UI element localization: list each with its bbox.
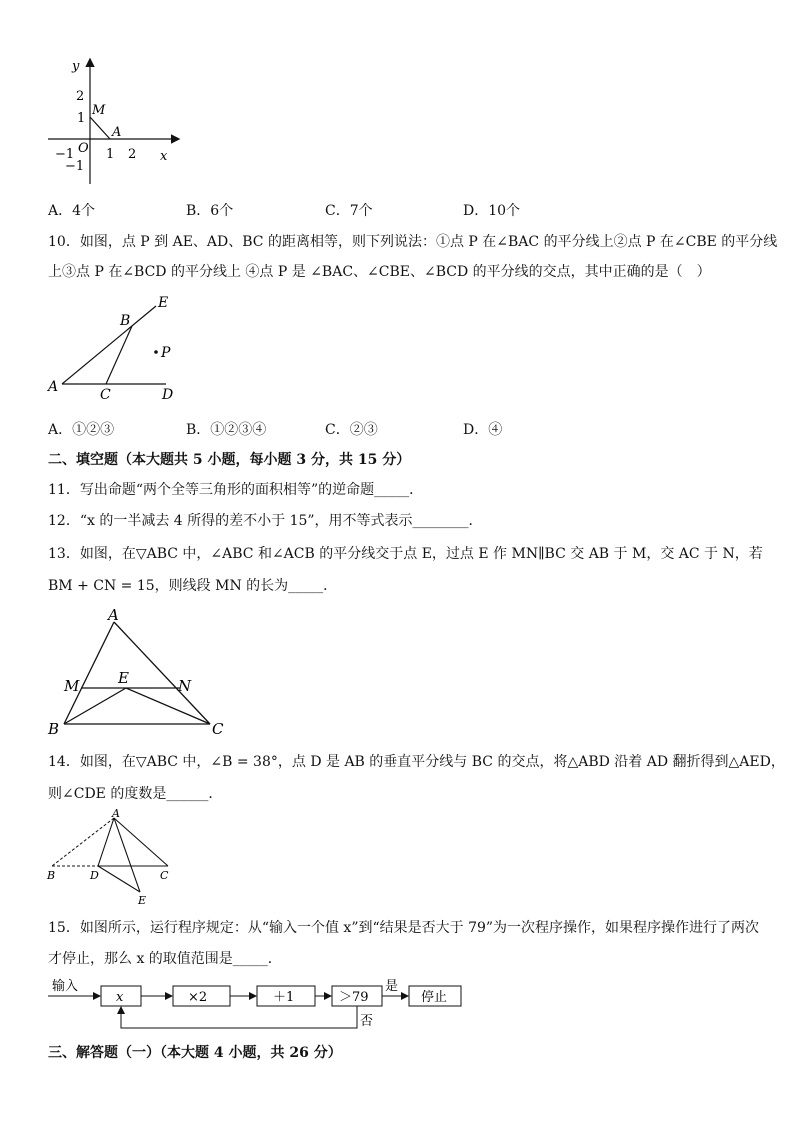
flow-box-stop-text: 停止 (421, 990, 448, 1005)
label-b: B (120, 313, 131, 329)
flow-loop-back (121, 1006, 357, 1028)
q13-figure (44, 604, 244, 738)
q14-stem-line2: 则∠CDE 的度数是______． (48, 786, 223, 802)
line-ae (62, 306, 156, 384)
q9-option-b[interactable]: B．6个 (186, 203, 234, 219)
y-tick-neg1: −1 (65, 159, 85, 174)
point-a-label: A (112, 125, 122, 140)
q9-coordinate-figure (40, 52, 190, 192)
q12-text: 12．“x 的一半减去 4 所得的差不小于 15”，用不等式表示________． (48, 513, 483, 529)
label-c: C (160, 869, 169, 882)
q9-option-c[interactable]: C．7个 (325, 203, 373, 219)
y-axis-label: y (72, 59, 80, 74)
label-d: D (162, 387, 174, 403)
x-tick-1: 1 (106, 147, 115, 162)
y-tick-1: 1 (77, 111, 86, 126)
segment-ma (90, 117, 110, 139)
q11-text: 11．写出命题“两个全等三角形的面积相等”的逆命题_____． (48, 482, 424, 498)
label-c: C (212, 720, 224, 738)
label-e: E (158, 295, 169, 311)
q10-option-b[interactable]: B．①②③④ (186, 422, 267, 438)
point-m-label: M (92, 103, 106, 118)
segment-ad (98, 818, 114, 866)
label-m: M (64, 677, 80, 695)
x-tick-2: 2 (128, 147, 137, 162)
section3-title: 三、解答题（一）（本大题 4 小题，共 26 分） (48, 1045, 342, 1061)
flow-box-x-text: x (116, 990, 124, 1005)
label-c: C (100, 387, 111, 403)
label-n: N (178, 677, 192, 695)
q10-stem-line1: 10．如图，点 P 到 AE、AD、BC 的距离相等，则下列说法：①点 P 在∠BAC 的平分线上②点 P 在∠CBE 的平分线 (48, 234, 778, 250)
label-a: A (108, 606, 119, 624)
label-a: A (48, 379, 59, 395)
q13-stem-line1: 13．如图，在▽ABC 中，∠ABC 和∠ACB 的平分线交于点 E，过点 E 作 MN∥BC 交 AB 于 M，交 AC 于 N，若 (48, 546, 763, 562)
segment-de (98, 866, 140, 892)
side-ab (64, 622, 114, 724)
q15-flowchart (44, 972, 474, 1034)
q10-option-c[interactable]: C．②③ (325, 422, 378, 438)
q13-stem-line2: BM + CN = 15，则线段 MN 的长为_____． (48, 578, 338, 594)
q10-figure (44, 292, 194, 404)
q9-option-a[interactable]: A．4个 (48, 203, 96, 219)
flow-yes-label: 是 (385, 979, 399, 994)
flow-input-label: 输入 (52, 979, 79, 994)
y-tick-2: 2 (76, 89, 85, 104)
x-tick-neg1: −1 (55, 147, 75, 162)
q14-stem-line1: 14．如图，在▽ABC 中，∠B = 38°，点 D 是 AB 的垂直平分线与 BC 的交点，将△ABD 沿着 AD 翻折得到△AED， (48, 754, 785, 770)
flow-no-label: 否 (360, 1014, 374, 1029)
label-b: B (48, 720, 60, 738)
flow-box-times2-text: ×2 (188, 990, 208, 1005)
x-axis-label: x (160, 149, 168, 164)
label-p: P (161, 345, 171, 361)
q9-option-d[interactable]: D．10个 (463, 203, 521, 219)
q14-figure (44, 808, 184, 908)
point-p (154, 350, 158, 354)
q10-option-d[interactable]: D．④ (463, 422, 503, 438)
label-e: E (118, 669, 129, 687)
origin-label: O (78, 141, 89, 156)
label-b: B (47, 869, 56, 882)
flow-box-gt79-text: ＞79 (339, 990, 369, 1005)
segment-ab-dashed (52, 818, 114, 866)
label-a: A (112, 808, 120, 820)
section2-title: 二、填空题（本大题共 5 小题，每小题 3 分，共 15 分） (48, 452, 411, 468)
q15-stem-line1: 15．如图所示，运行程序规定：从“输入一个值 x”到“结果是否大于 79”为一次程序操作，如果程序操作进行了两次 (48, 920, 760, 936)
segment-ce (126, 688, 210, 724)
q10-stem-line2: 上③点 P 在∠BCD 的平分线上 ④点 P 是 ∠BAC、∠CBE、∠BCD 的平分线的交点，其中正确的是（ ） (48, 264, 711, 280)
line-bc (106, 326, 132, 384)
flow-box-plus1-text: ＋1 (273, 990, 295, 1005)
label-d: D (90, 869, 99, 882)
q15-stem-line2: 才停止，那么 x 的取值范围是_____． (48, 951, 282, 967)
label-e: E (138, 894, 147, 907)
q10-option-a[interactable]: A．①②③ (48, 422, 115, 438)
